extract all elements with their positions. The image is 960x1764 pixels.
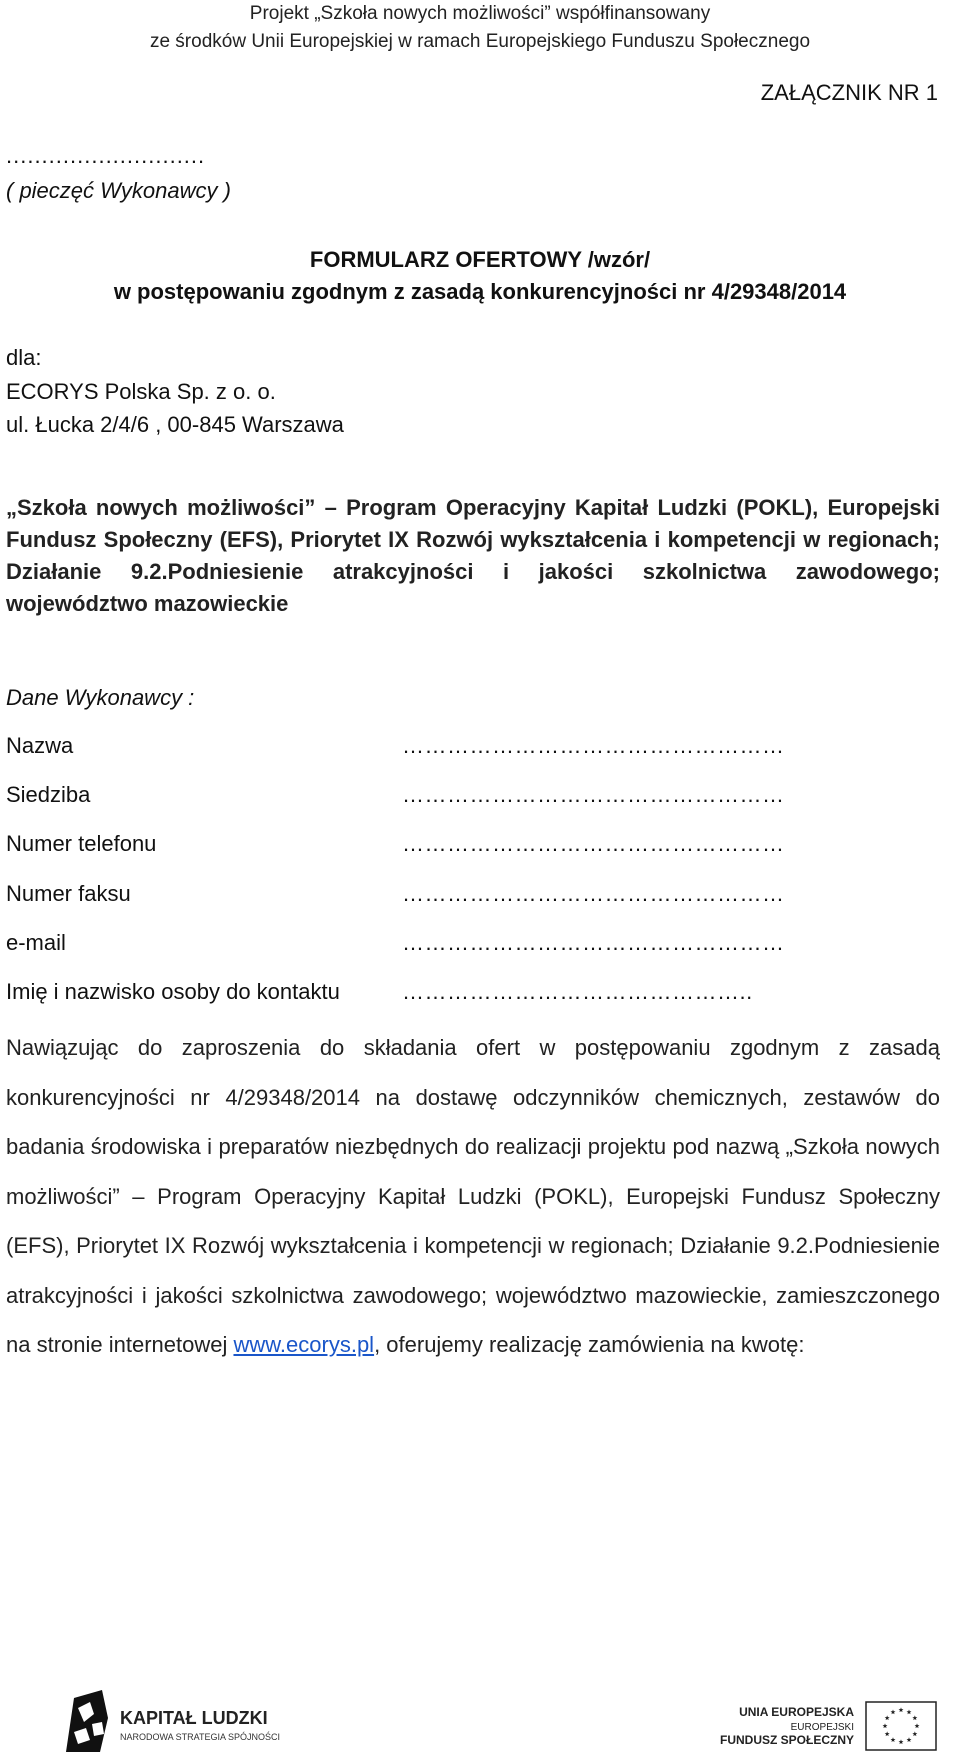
- form-title: FORMULARZ OFERTOWY /wzór/: [309, 247, 651, 272]
- field-dots: ……………………………………………: [402, 881, 785, 906]
- form-subtitle: w postępowaniu zgodnym z zasadą konkurencyjności nr 4/29348/2014: [113, 279, 847, 304]
- offer-body-text: [6, 1023, 940, 1370]
- ecorys-website-link[interactable]: www.ecorys.pl: [233, 1332, 375, 1357]
- recipient-name: ECORYS Polska Sp. z o. o.: [6, 379, 276, 404]
- ue-line-3: FUNDUSZ SPOŁECZNY: [719, 1733, 854, 1747]
- field-row-contact-person: [6, 979, 940, 1019]
- program-description: „Szkoła nowych możliwości” – Program Operacyjny Kapitał Ludzki (POKL), Europejski Fundusz Społeczny (EFS), Priorytet IX Rozwój wykształcenia i kompetencji w regionach; Działanie 9.2.Podniesienie atrakcyjności i jakości szkolnictwa zawodowego; województwo mazowieckie: [6, 495, 940, 616]
- kl-subtitle: NARODOWA STRATEGIA SPÓJNOŚCI: [120, 1732, 281, 1742]
- body-text-before-link: Nawiązując do zaproszenia do składania ofert w postępowaniu zgodnym z zasadą konkurencyjności nr 4/29348/2014 na dostawę odczynników chemicznych, zestawów do badania środowiska i preparatów niezbędnych do realizacji projektu pod nazwą „Szkoła nowych możliwości” – Program Operacyjny Kapitał Ludzki (POKL), Europejski Fundusz Społeczny (EFS), Priorytet IX Rozwój wykształcenia i kompetencji w regionach; Działanie 9.2.Podniesienie atrakcyjności i jakości szkolnictwa zawodowego; województwo mazowieckie, zamieszczonego na stronie internetowej: [6, 1035, 940, 1357]
- project-header: [0, 0, 960, 56]
- footer-logos: [0, 1670, 960, 1764]
- stamp-label: ( pieczęć Wykonawcy ): [6, 178, 231, 203]
- header-line-1: Projekt „Szkoła nowych możliwości” współfinansowany: [249, 3, 711, 24]
- field-dots: ………………………………………..: [402, 979, 753, 1004]
- field-label: Siedziba: [6, 782, 91, 807]
- eu-efs-logo: [719, 1682, 940, 1762]
- annex-label: ZAŁĄCZNIK NR 1: [760, 80, 938, 105]
- recipient-label: dla:: [6, 345, 42, 370]
- field-label: Nazwa: [6, 733, 74, 758]
- field-dots: ……………………………………………: [402, 930, 785, 955]
- field-dots: ……………………………………………: [402, 733, 785, 758]
- field-row-fax: [6, 881, 940, 921]
- field-label: Imię i nazwisko osoby do kontaktu: [6, 979, 340, 1004]
- field-label: Numer telefonu: [6, 831, 157, 856]
- ue-line-2: EUROPEJSKI: [790, 1722, 854, 1733]
- eu-flag-icon: [866, 1702, 936, 1750]
- stamp-dots: ............................: [6, 143, 206, 168]
- ue-line-1: UNIA EUROPEJSKA: [739, 1705, 854, 1719]
- field-label: Numer faksu: [6, 881, 131, 906]
- field-label: e-mail: [6, 930, 66, 955]
- field-row-email: [6, 930, 940, 970]
- field-row-name: [6, 733, 940, 773]
- header-line-2: ze środków Unii Europejskiej w ramach Europejskiego Funduszu Społecznego: [149, 31, 811, 52]
- field-dots: ……………………………………………: [402, 782, 785, 807]
- field-row-seat: [6, 782, 940, 822]
- kapital-ludzki-logo: [64, 1688, 324, 1758]
- body-text-after-link: , oferujemy realizację zamówienia na kwotę:: [374, 1332, 805, 1357]
- kapital-ludzki-emblem-icon: [66, 1690, 108, 1752]
- field-row-phone: [6, 831, 940, 871]
- recipient-address: ul. Łucka 2/4/6 , 00-845 Warszawa: [6, 412, 344, 437]
- contractor-section-label: Dane Wykonawcy :: [6, 685, 195, 710]
- kl-title: KAPITAŁ LUDZKI: [120, 1708, 268, 1728]
- field-dots: ……………………………………………: [402, 831, 785, 856]
